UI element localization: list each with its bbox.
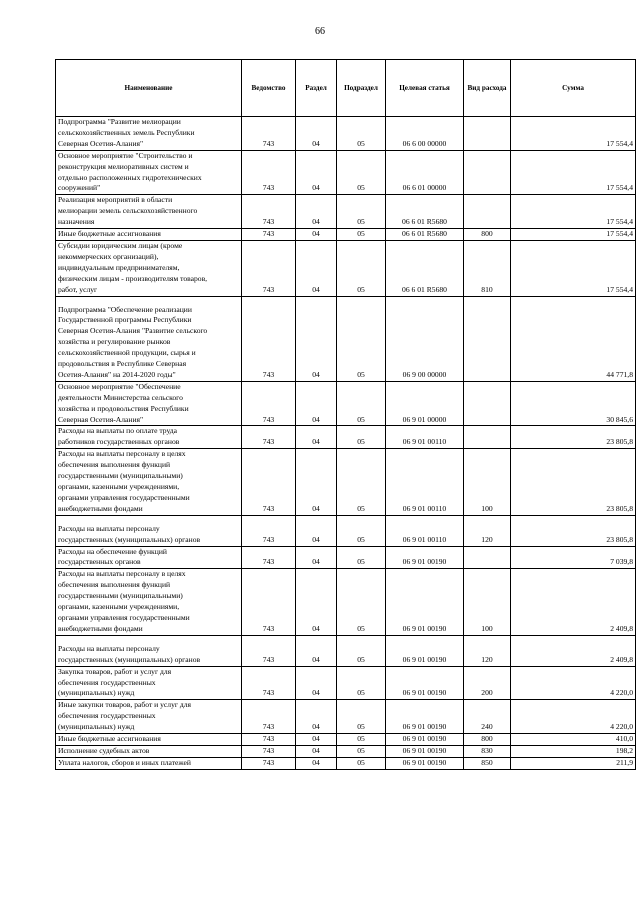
header-department: Ведомство bbox=[242, 60, 296, 117]
row-expense-type bbox=[464, 296, 511, 381]
row-expense-type: 100 bbox=[464, 449, 511, 515]
row-target-article: 06 9 01 00190 bbox=[386, 635, 464, 666]
row-name: Расходы на выплаты персоналу государственных (муниципальных) органов bbox=[56, 515, 242, 546]
row-amount: 17 554,4 bbox=[511, 240, 636, 296]
row-department: 743 bbox=[242, 569, 296, 635]
table-row bbox=[56, 700, 636, 734]
row-name: Иные бюджетные ассигнования bbox=[56, 229, 242, 241]
header-expense-type: Вид расхода bbox=[464, 60, 511, 117]
row-target-article: 06 9 01 00190 bbox=[386, 546, 464, 569]
table-row bbox=[56, 296, 636, 381]
row-target-article: 06 9 01 00190 bbox=[386, 734, 464, 746]
row-section: 04 bbox=[296, 546, 337, 569]
row-department: 743 bbox=[242, 757, 296, 769]
row-name: Уплата налогов, сборов и иных платежей bbox=[56, 757, 242, 769]
row-amount: 23 805,8 bbox=[511, 426, 636, 449]
row-name: Расходы на выплаты персоналу в целях обеспечения выполнения функций государственными (муниципальными) органами, казенными учреждениями, органами управления государственными внебюджетными фондами bbox=[56, 569, 242, 635]
row-amount: 30 845,6 bbox=[511, 381, 636, 426]
row-amount: 23 805,8 bbox=[511, 449, 636, 515]
row-subsection: 05 bbox=[337, 150, 386, 195]
row-section: 04 bbox=[296, 229, 337, 241]
table-row bbox=[56, 546, 636, 569]
row-department: 743 bbox=[242, 666, 296, 700]
row-amount: 4 220,0 bbox=[511, 666, 636, 700]
row-department: 743 bbox=[242, 240, 296, 296]
row-target-article: 06 6 01 00000 bbox=[386, 150, 464, 195]
row-subsection: 05 bbox=[337, 426, 386, 449]
row-department: 743 bbox=[242, 117, 296, 151]
table-row bbox=[56, 635, 636, 666]
table-row bbox=[56, 757, 636, 769]
budget-table bbox=[55, 59, 636, 770]
row-target-article: 06 9 01 00110 bbox=[386, 515, 464, 546]
row-department: 743 bbox=[242, 296, 296, 381]
row-section: 04 bbox=[296, 150, 337, 195]
table-row bbox=[56, 240, 636, 296]
row-name: Закупка товаров, работ и услуг для обеспечения государственных (муниципальных) нужд bbox=[56, 666, 242, 700]
row-amount: 4 220,0 bbox=[511, 700, 636, 734]
row-expense-type: 200 bbox=[464, 666, 511, 700]
row-amount: 410,0 bbox=[511, 734, 636, 746]
row-amount: 7 039,8 bbox=[511, 546, 636, 569]
row-target-article: 06 9 01 00190 bbox=[386, 700, 464, 734]
row-subsection: 05 bbox=[337, 195, 386, 229]
row-subsection: 05 bbox=[337, 229, 386, 241]
table-row bbox=[56, 381, 636, 426]
header-name: Наименование bbox=[56, 60, 242, 117]
row-target-article: 06 9 00 00000 bbox=[386, 296, 464, 381]
row-name: Расходы на обеспечение функций государственных органов bbox=[56, 546, 242, 569]
row-expense-type: 800 bbox=[464, 229, 511, 241]
table-row bbox=[56, 117, 636, 151]
row-expense-type bbox=[464, 195, 511, 229]
row-name: Подпрограмма "Развитие мелиорации сельскохозяйственных земель Республики Северная Осетия-Алания" bbox=[56, 117, 242, 151]
row-department: 743 bbox=[242, 381, 296, 426]
row-subsection: 05 bbox=[337, 569, 386, 635]
row-amount: 17 554,4 bbox=[511, 229, 636, 241]
row-subsection: 05 bbox=[337, 666, 386, 700]
table-row bbox=[56, 150, 636, 195]
row-department: 743 bbox=[242, 546, 296, 569]
row-amount: 198,2 bbox=[511, 745, 636, 757]
row-name: Иные бюджетные ассигнования bbox=[56, 734, 242, 746]
row-subsection: 05 bbox=[337, 381, 386, 426]
row-department: 743 bbox=[242, 635, 296, 666]
row-target-article: 06 6 00 00000 bbox=[386, 117, 464, 151]
row-subsection: 05 bbox=[337, 117, 386, 151]
row-amount: 2 409,8 bbox=[511, 635, 636, 666]
table-row bbox=[56, 426, 636, 449]
row-expense-type: 810 bbox=[464, 240, 511, 296]
row-section: 04 bbox=[296, 296, 337, 381]
row-subsection: 05 bbox=[337, 700, 386, 734]
row-section: 04 bbox=[296, 195, 337, 229]
row-name: Расходы на выплаты персоналу в целях обеспечения выполнения функций государственными (муниципальными) органами, казенными учреждениями, органами управления государственными внебюджетными фондами bbox=[56, 449, 242, 515]
row-department: 743 bbox=[242, 426, 296, 449]
row-section: 04 bbox=[296, 745, 337, 757]
row-section: 04 bbox=[296, 449, 337, 515]
row-department: 743 bbox=[242, 745, 296, 757]
row-section: 04 bbox=[296, 700, 337, 734]
row-expense-type bbox=[464, 150, 511, 195]
row-expense-type: 850 bbox=[464, 757, 511, 769]
row-amount: 23 805,8 bbox=[511, 515, 636, 546]
header-target-article: Целевая статья bbox=[386, 60, 464, 117]
row-target-article: 06 9 01 00190 bbox=[386, 666, 464, 700]
row-expense-type: 100 bbox=[464, 569, 511, 635]
row-department: 743 bbox=[242, 449, 296, 515]
row-target-article: 06 9 01 00110 bbox=[386, 426, 464, 449]
table-header-row bbox=[56, 60, 636, 117]
row-target-article: 06 6 01 R5680 bbox=[386, 240, 464, 296]
row-department: 743 bbox=[242, 734, 296, 746]
row-expense-type: 830 bbox=[464, 745, 511, 757]
row-amount: 211,9 bbox=[511, 757, 636, 769]
row-subsection: 05 bbox=[337, 745, 386, 757]
row-department: 743 bbox=[242, 229, 296, 241]
row-subsection: 05 bbox=[337, 296, 386, 381]
row-target-article: 06 6 01 R5680 bbox=[386, 195, 464, 229]
row-target-article: 06 9 01 00190 bbox=[386, 745, 464, 757]
table-row bbox=[56, 734, 636, 746]
row-target-article: 06 9 01 00110 bbox=[386, 449, 464, 515]
row-section: 04 bbox=[296, 426, 337, 449]
row-name: Расходы на выплаты персоналу государственных (муниципальных) органов bbox=[56, 635, 242, 666]
page-number: 66 bbox=[315, 26, 325, 37]
row-department: 743 bbox=[242, 150, 296, 195]
row-section: 04 bbox=[296, 569, 337, 635]
row-target-article: 06 6 01 R5680 bbox=[386, 229, 464, 241]
row-name: Основное мероприятие "Строительство и реконструкция мелиоративных систем и отдельно расположенных гидротехнических сооружений" bbox=[56, 150, 242, 195]
table-row bbox=[56, 569, 636, 635]
row-amount: 2 409,8 bbox=[511, 569, 636, 635]
row-section: 04 bbox=[296, 117, 337, 151]
row-section: 04 bbox=[296, 757, 337, 769]
row-name: Исполнение судебных актов bbox=[56, 745, 242, 757]
row-expense-type: 120 bbox=[464, 515, 511, 546]
row-section: 04 bbox=[296, 515, 337, 546]
table-row bbox=[56, 195, 636, 229]
row-target-article: 06 9 01 00000 bbox=[386, 381, 464, 426]
row-section: 04 bbox=[296, 666, 337, 700]
table-row bbox=[56, 666, 636, 700]
table-row bbox=[56, 515, 636, 546]
row-subsection: 05 bbox=[337, 240, 386, 296]
row-section: 04 bbox=[296, 240, 337, 296]
row-expense-type bbox=[464, 546, 511, 569]
row-subsection: 05 bbox=[337, 757, 386, 769]
row-name: Подпрограмма "Обеспечение реализации Государственной программы Республики Северная Осетия-Алания "Развитие сельского хозяйства и регулирование рынков сельскохозяйственной продукции, сырья и продовольствия в Республике Северная Осетия-Алания" на 2014-2020 годы" bbox=[56, 296, 242, 381]
row-expense-type bbox=[464, 381, 511, 426]
row-subsection: 05 bbox=[337, 515, 386, 546]
table-row bbox=[56, 745, 636, 757]
row-department: 743 bbox=[242, 515, 296, 546]
row-amount: 17 554,4 bbox=[511, 195, 636, 229]
row-name: Реализация мероприятий в области мелиорации земель сельскохозяйственного назначения bbox=[56, 195, 242, 229]
row-department: 743 bbox=[242, 700, 296, 734]
row-section: 04 bbox=[296, 635, 337, 666]
row-expense-type bbox=[464, 117, 511, 151]
row-expense-type bbox=[464, 426, 511, 449]
row-target-article: 06 9 01 00190 bbox=[386, 569, 464, 635]
row-department: 743 bbox=[242, 195, 296, 229]
row-subsection: 05 bbox=[337, 449, 386, 515]
row-section: 04 bbox=[296, 734, 337, 746]
row-amount: 17 554,4 bbox=[511, 117, 636, 151]
header-subsection: Подраздел bbox=[337, 60, 386, 117]
row-amount: 44 771,8 bbox=[511, 296, 636, 381]
row-name: Субсидии юридическим лицам (кроме некоммерческих организаций), индивидуальным предпринимателям, физическим лицам - производителям товаров, работ, услуг bbox=[56, 240, 242, 296]
row-subsection: 05 bbox=[337, 546, 386, 569]
row-subsection: 05 bbox=[337, 635, 386, 666]
row-amount: 17 554,4 bbox=[511, 150, 636, 195]
header-amount: Сумма bbox=[511, 60, 636, 117]
row-subsection: 05 bbox=[337, 734, 386, 746]
table-row bbox=[56, 229, 636, 241]
row-target-article: 06 9 01 00190 bbox=[386, 757, 464, 769]
header-section: Раздел bbox=[296, 60, 337, 117]
row-name: Расходы на выплаты по оплате труда работников государственных органов bbox=[56, 426, 242, 449]
row-name: Иные закупки товаров, работ и услуг для обеспечения государственных (муниципальных) нужд bbox=[56, 700, 242, 734]
table-row bbox=[56, 449, 636, 515]
row-expense-type: 240 bbox=[464, 700, 511, 734]
row-name: Основное мероприятие "Обеспечение деятельности Министерства сельского хозяйства и продовольствия Республики Северная Осетия-Алания" bbox=[56, 381, 242, 426]
row-section: 04 bbox=[296, 381, 337, 426]
row-expense-type: 120 bbox=[464, 635, 511, 666]
row-expense-type: 800 bbox=[464, 734, 511, 746]
